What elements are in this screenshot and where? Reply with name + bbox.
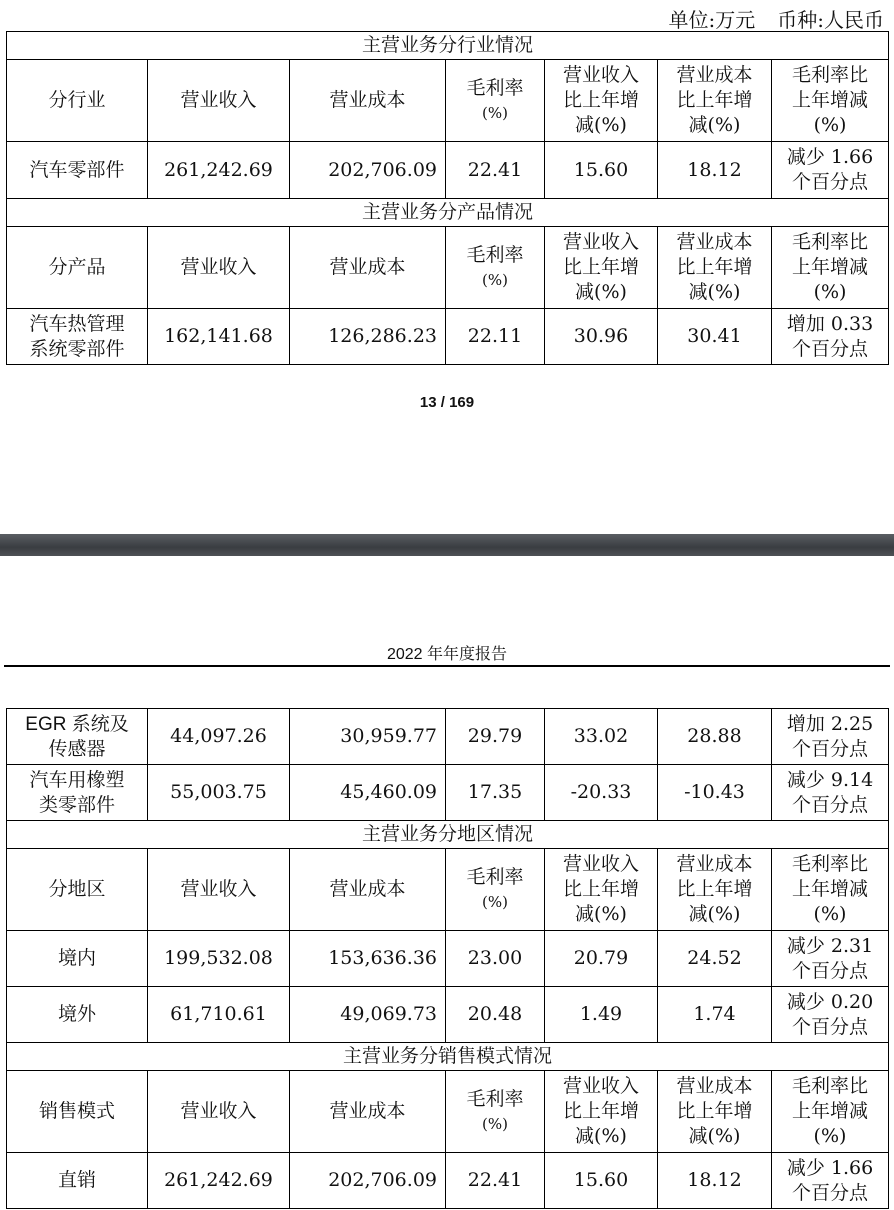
col-cost: 营业成本 [290,60,446,142]
header-rule [4,665,890,667]
col-gross-margin: 毛利率 (%) [446,60,545,142]
table-row: EGR 系统及 传感器 44,097.26 30,959.77 29.79 33.02 28.88 增加 2.25 个百分点 [7,709,889,765]
report-header: 2022 年年度报告 [386,646,508,663]
currency-label: 币种:人民币 [777,8,884,32]
col-cost-change: 营业成本 比上年增 减(%) [658,60,772,142]
section-title-product: 主营业务分产品情况 [7,199,889,227]
table-row: 直销 261,242.69 202,706.09 22.41 15.60 18.12 减少 1.66 个百分点 [7,1153,889,1209]
header-row-region: 分地区 营业收入 营业成本 毛利率 (%) 营业收入 比上年增 减(%) 营业成本 比上年增 减(%) 毛利率比 上年增减 (%) [7,849,889,931]
table-part-2 [6,708,889,1209]
col-revenue-change: 营业收入 比上年增 减(%) [545,60,658,142]
table-row: 境内 199,532.08 153,636.36 23.00 20.79 24.52 减少 2.31 个百分点 [7,931,889,987]
table-part-1 [6,31,889,365]
table-row: 境外 61,710.61 49,069.73 20.48 1.49 1.74 减少 0.20 个百分点 [7,987,889,1043]
page-number: 13 / 169 [419,394,475,411]
page-gap-bar [0,534,894,556]
header-row-sales: 销售模式 营业收入 营业成本 毛利率 (%) 营业收入 比上年增 减(%) 营业成本 比上年增 减(%) 毛利率比 上年增减 (%) [7,1071,889,1153]
col-label: 分行业 [7,60,148,142]
section-title-sales: 主营业务分销售模式情况 [7,1043,889,1071]
table-row: 汽车零部件 261,242.69 202,706.09 22.41 15.60 18.12 减少 1.66 个百分点 [7,142,889,199]
col-revenue: 营业收入 [148,60,290,142]
unit-line [647,4,885,33]
header-row-industry [7,60,889,142]
section-title-region: 主营业务分地区情况 [7,821,889,849]
col-margin-change: 毛利率比 上年增减 (%) [772,60,889,142]
table-row: 汽车用橡塑 类零部件 55,003.75 45,460.09 17.35 -20.33 -10.43 减少 9.14 个百分点 [7,765,889,821]
header-row-product: 分产品 营业收入 营业成本 毛利率 (%) 营业收入 比上年增 减(%) 营业成本 比上年增 减(%) 毛利率比 上年增减 (%) [7,227,889,309]
section-title-industry: 主营业务分行业情况 [7,32,889,60]
unit-label: 单位:万元 [668,8,756,32]
table-row: 汽车热管理 系统零部件 162,141.68 126,286.23 22.11 30.96 30.41 增加 0.33 个百分点 [7,309,889,365]
